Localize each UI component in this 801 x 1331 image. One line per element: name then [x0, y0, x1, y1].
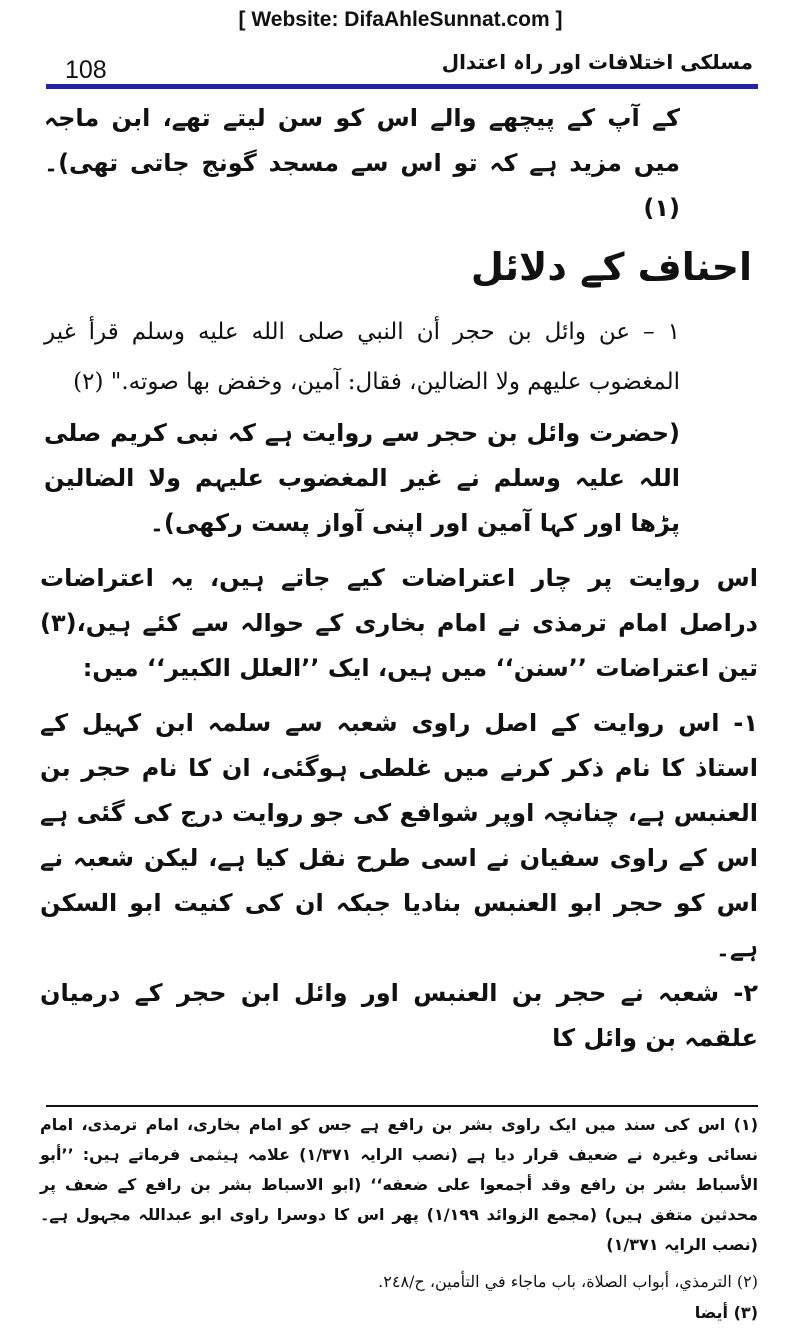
footnote-1: (۱) اس کی سند میں ایک راوی بشر بن رافع ہے جس کو امام بخاری، امام ترمذی، امام نسائی وغیرہ نے ضعیف قرار دیا ہے (نصب الرایہ ۱/۳۷۱) علامہ ہیثمی فرماتے ہیں: ’’أبو الأسباط بشر بن رافع وقد أجمعوا على ضعفه‘‘ (ابو الاسباط بشر بن رافع کے ضعف پر محدثین متفق ہیں) (مجمع الزوائد ۱/۱۹۹) پھر اس کا دوسرا راوی ابو عبداللہ مجہول ہے۔(نصب الرایہ ۱/۳۷۱) [40, 1115, 759, 1254]
section-heading: احناف کے دلائل [470, 245, 752, 289]
objection-2: ۲- شعبہ نے حجر بن العنبس اور وائل ابن حجر کے درمیان علقمہ بن وائل کا [40, 979, 759, 1052]
website-banner: [ Website: DifaAhleSunnat.com ] [238, 8, 563, 31]
running-title: مسلکی اختلافات اور راہ اعتدال [441, 50, 753, 74]
page-number: 108 [65, 56, 107, 84]
footnote-3: (۳) أيضا [694, 1303, 758, 1322]
footnote-2: (٢) الترمذي، أبواب الصلاة، باب ماجاء في التأمين، ح/٢٤٨. [378, 1272, 758, 1291]
objection-1: ۱- اس روایت کے اصل راوی شعبہ سے سلمہ ابن کہیل کے استاذ کا نام ذکر کرنے میں غلطی ہوگئی، ان کا نام حجر بن العنبس ہے، چنانچہ اوپر شوافع کی جو روایت درج کی گئی ہے اس کے راوی سفیان نے اسی طرح نقل کیا ہے، لیکن شعبہ نے اس کو حجر ابو العنبس بنادیا جبکہ ان کی کنیت ابو السکن ہے۔ [40, 709, 758, 962]
footnote-3-clip [40, 1298, 758, 1322]
footnote-rule [46, 1105, 758, 1107]
hadith-translation: (حضرت وائل بن حجر سے روایت ہے کہ نبی کریم صلی اللہ علیہ وسلم نے غیر المغضوب علیہم ولا الضالین پڑھا اور کہا آمین اور اپنی آواز پست رکھی)۔ [44, 419, 680, 537]
main-content [40, 96, 758, 1061]
objections-intro: اس روایت پر چار اعتراضات کیے جاتے ہیں، یہ اعتراضات دراصل امام ترمذی نے امام بخاری کے حوالہ سے کئے ہیں،(۳) تین اعتراضات ’’سنن‘‘ میں ہیں، ایک ’’العلل الکبیر‘‘ میں: [40, 564, 758, 682]
hadith-arabic: ١ – عن وائل بن حجر أن النبي صلى الله عليه وسلم قرأ غير المغضوب عليهم ولا الضالين، فقال: آمين، وخفض بها صوته." (٢) [44, 319, 680, 395]
header-rule [46, 84, 758, 89]
intro-paragraph: کے آپ کے پیچھے والے اس کو سن لیتے تھے، ابن ماجہ میں مزید ہے کہ تو اس سے مسجد گونج جاتی تھی)۔(۱) [44, 104, 680, 222]
footnotes [40, 1110, 759, 1322]
